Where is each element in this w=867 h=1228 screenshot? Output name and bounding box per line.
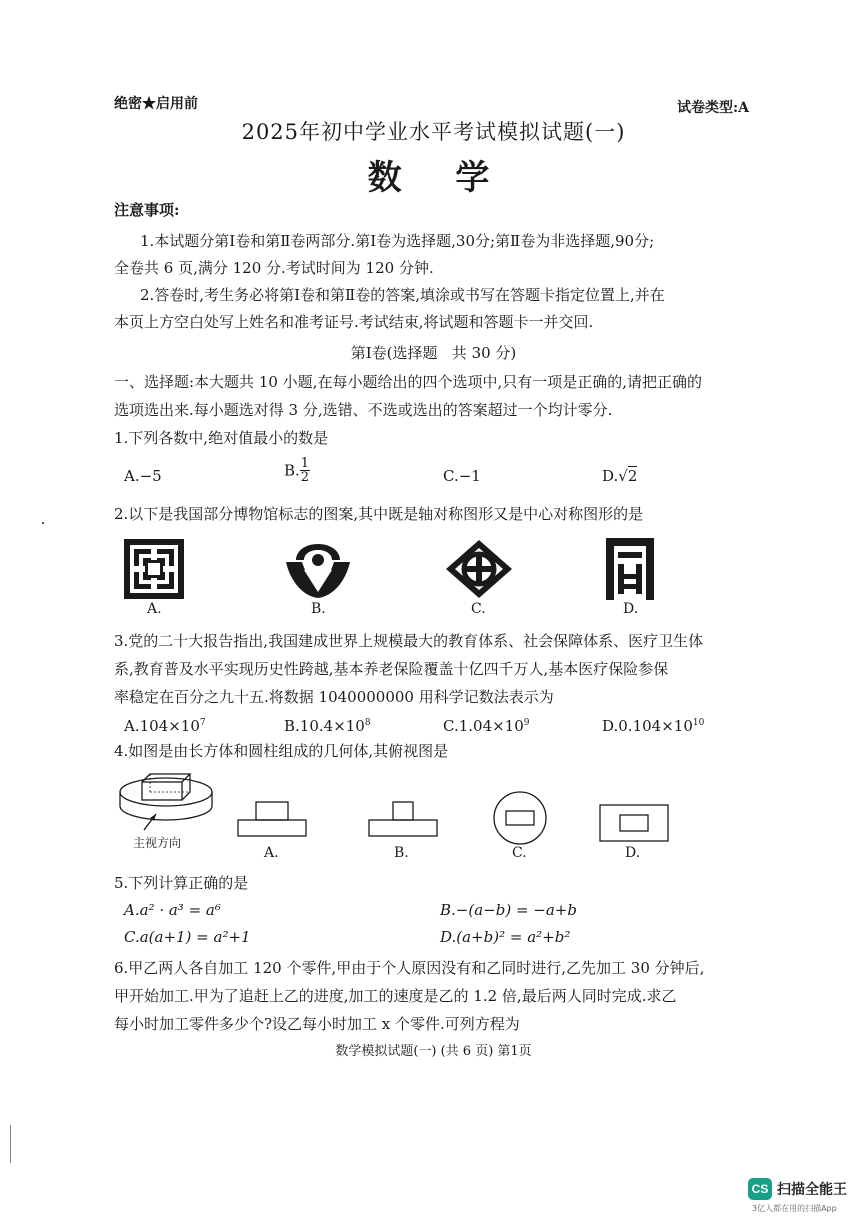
scanner-logo-icon: CS: [748, 1178, 772, 1200]
q3-option-d-base: D.0.104×10: [602, 717, 693, 735]
q2-label-b: B.: [311, 601, 326, 617]
notice-item2-line2: 本页上方空白处写上姓名和准考证号.考试结束,将试题和答题卡一并交回.: [114, 313, 594, 331]
confidential-label: 绝密★启用前: [114, 96, 198, 112]
q4-label-c: C.: [512, 845, 527, 861]
q4-view-b-icon: [367, 800, 439, 838]
q3-option-d-exp: 10: [692, 718, 705, 728]
notice-item1-line1: 1.本试题分第Ⅰ卷和第Ⅱ卷两部分.第Ⅰ卷为选择题,30分;第Ⅱ卷为非选择题,90分;: [140, 232, 655, 250]
logo-b-icon: [284, 540, 352, 600]
q3-option-c-base: C.1.04×10: [443, 717, 524, 735]
subject-title: 数 学: [367, 158, 500, 198]
q5-stem: 5.下列计算正确的是: [114, 874, 249, 892]
q5-option-d: D.(a+b)² = a²+b²: [440, 928, 571, 946]
logo-d-icon: [604, 536, 656, 602]
q6-line3: 每小时加工零件多少个?设乙每小时加工 x 个零件.可列方程为: [114, 1015, 520, 1033]
q2-label-c: C.: [471, 601, 486, 617]
q3-option-a-base: A.104×10: [124, 717, 200, 735]
q1-stem: 1.下列各数中,绝对值最小的数是: [114, 429, 329, 447]
q3-option-b-exp: 8: [364, 718, 371, 728]
q3-line3: 率稳定在百分之九十五.将数据 1040000000 用科学记数法表示为: [114, 688, 554, 706]
q1-option-d: [602, 466, 637, 486]
q3-line2: 系,教育普及水平实现历史性跨越,基本养老保险覆盖十亿四千万人,基本医疗保险参保: [114, 660, 669, 678]
q1-option-d-radicand: 2: [627, 467, 638, 485]
q2-label-a: A.: [147, 601, 162, 617]
q6-line1: 6.甲乙两人各自加工 120 个零件,甲由于个人原因没有和乙同时进行,乙先加工 30 分钟后,: [114, 959, 705, 977]
q3-option-a-exp: 7: [199, 718, 206, 728]
q3-option-d: [602, 713, 704, 736]
q4-view-d-icon: [598, 803, 670, 843]
q2-label-d: D.: [623, 601, 639, 617]
q4-label-d: D.: [625, 845, 641, 861]
q5-option-b: B.−(a−b) = −a+b: [440, 901, 577, 919]
section1-title: 第Ⅰ卷(选择题 共 30 分): [350, 344, 517, 362]
q4-view-a-icon: [236, 800, 308, 838]
page-footer: 数学模拟试题(一) (共 6 页) 第1页: [335, 1044, 532, 1059]
notice-heading: 注意事项:: [114, 201, 180, 219]
q3-option-a: [124, 713, 206, 736]
q1-fraction: [300, 457, 310, 484]
q3-option-c-exp: 9: [523, 718, 530, 728]
q3-line1: 3.党的二十大报告指出,我国建成世界上规模最大的教育体系、社会保障体系、医疗卫生体: [114, 632, 704, 650]
q4-view-direction-label: 主视方向: [133, 836, 182, 850]
scanner-tagline: 3亿人都在用的扫描App: [752, 1204, 837, 1213]
q4-label-a: A.: [264, 845, 279, 861]
q1-fraction-denominator: 2: [300, 470, 310, 485]
scan-speck: [42, 522, 44, 524]
section1-intro-line2: 选项选出来.每小题选对得 3 分,选错、不选或选出的答案超过一个均计零分.: [114, 401, 613, 419]
notice-item2-line1: 2.答卷时,考生务必将第Ⅰ卷和第Ⅱ卷的答案,填涂或书写在答题卡指定位置上,并在: [140, 286, 665, 304]
scan-edge-line: [10, 1125, 11, 1163]
logo-a-icon: [123, 538, 185, 600]
sqrt-icon: √: [618, 467, 628, 485]
section1-intro-line1: 一、选择题:本大题共 10 小题,在每小题给出的四个选项中,只有一项是正确的,请把正确的: [114, 373, 702, 391]
q5-option-a: A.a² · a³ = a⁶: [124, 901, 221, 919]
q5-option-c: C.a(a+1) = a²+1: [124, 928, 251, 946]
q3-option-b: [284, 713, 371, 736]
q1-option-b: [284, 457, 310, 484]
q4-label-b: B.: [394, 845, 409, 861]
q2-stem: 2.以下是我国部分博物馆标志的图案,其中既是轴对称图形又是中心对称图形的是: [114, 505, 644, 523]
q1-fraction-numerator: 1: [300, 456, 310, 471]
q4-stem: 4.如图是由长方体和圆柱组成的几何体,其俯视图是: [114, 742, 449, 760]
exam-title: 2025年初中学业水平考试模拟试题(一): [241, 120, 626, 144]
q1-option-a: A.−5: [124, 467, 162, 485]
paper-type-label: 试卷类型:A: [677, 100, 750, 116]
scanner-app-name: 扫描全能王: [777, 1182, 847, 1198]
q6-line2: 甲开始加工.甲为了追赶上乙的进度,加工的速度是乙的 1.2 倍,最后两人同时完成.求乙: [114, 987, 677, 1005]
notice-item1-line2: 全卷共 6 页,满分 120 分.考试时间为 120 分钟.: [114, 259, 434, 277]
q3-option-b-base: B.10.4×10: [284, 717, 365, 735]
q4-view-c-icon: [492, 790, 548, 846]
logo-c-icon: [444, 538, 514, 600]
q1-option-b-prefix: B.: [284, 461, 300, 480]
q1-option-c: C.−1: [443, 467, 481, 485]
q1-option-d-prefix: D.: [602, 467, 619, 485]
q3-option-c: [443, 713, 530, 736]
